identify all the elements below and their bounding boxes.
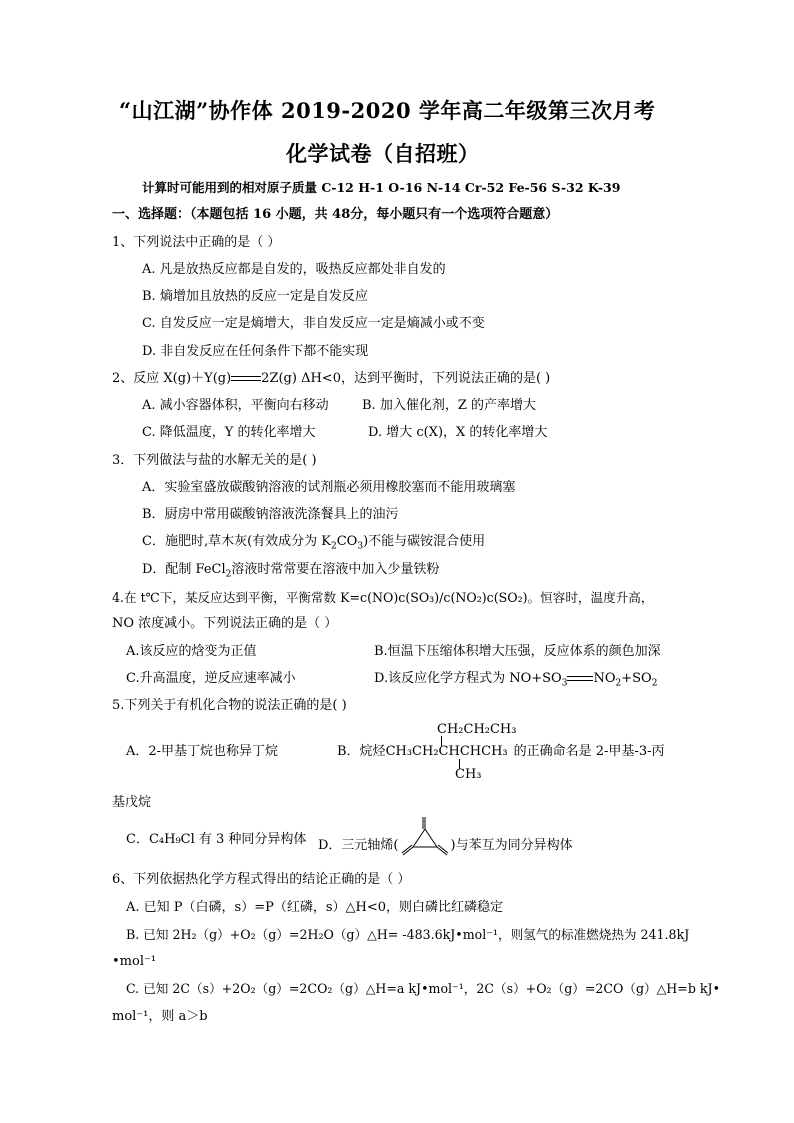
question-4-stem-line1: 4.在 t℃下，某反应达到平衡，平衡常数 K=c(NO)c(SO₃)/c(NO₂)c(SO₂)。恒容时，温度升高，	[112, 590, 654, 605]
section-heading: 一、选择题：（本题包括 16 小题，共 48分，每小题只有一个选项符合题意）	[112, 207, 559, 222]
q3d-text-2: 溶液时常常要在溶液中加入少量铁粉	[231, 562, 440, 577]
question-5-option-d	[318, 831, 573, 855]
question-3-option-c	[142, 533, 485, 551]
question-1-option-a: A. 凡是放热反应都是自发的，吸热反应都处非自发的	[142, 262, 446, 277]
question-2-stem-pre: 2、反应 X(g)＋Y(g)	[112, 371, 232, 386]
q5-formula-branch-top: CH₂CH₂CH₃	[437, 722, 517, 737]
question-6-option-b-line2: •mol⁻¹	[112, 954, 157, 969]
question-3-option-d	[142, 561, 439, 579]
equilibrium-arrow-icon	[231, 374, 261, 384]
question-2-stem-post: 2Z(g) ΔH<0，达到平衡时，下列说法正确的是( )	[261, 371, 551, 386]
question-6-option-c-line1: C. 已知 2C（s）+2O₂（g）=2CO₂（g）△H=a kJ•mol⁻¹，2C（s）+O₂（g）=2CO（g）△H=b kJ•	[126, 981, 721, 996]
q3c-text-3: )不能与碳铵混合使用	[363, 534, 486, 549]
q4d-text-3: +SO	[621, 671, 652, 686]
q4d-sub-2: 2	[615, 678, 622, 689]
q5d-text-2: )与苯互为同分异构体	[450, 838, 573, 853]
q5d-text-1: D．三元轴烯(	[318, 838, 399, 853]
question-2-stem	[112, 370, 550, 388]
question-1-option-d: D. 非自发反应在任何条件下都不能实现	[142, 344, 369, 359]
question-5-option-b	[337, 743, 664, 761]
question-6-stem: 6、下列依据热化学方程式得出的结论正确的是（ ）	[112, 872, 411, 887]
question-1-option-c: C. 自发反应一定是熵增大，非自发反应一定是熵减小或不变	[142, 316, 485, 331]
question-5-option-c: C．C₄H₉Cl 有 3 种同分异构体	[126, 832, 307, 847]
q3c-text-1: C．施肥时,草木灰(有效成分为 K	[142, 534, 331, 549]
exam-subtitle: 化学试卷（自招班）	[286, 141, 480, 166]
q3c-sub-2: 3	[357, 541, 364, 552]
q5b-text-2: 的正确命名是 2-甲基-3-丙	[513, 744, 665, 759]
question-2-option-d: D. 增大 c(X)，X 的转化率增大	[368, 425, 548, 440]
question-4-option-b: B.恒温下压缩体积增大压强，反应体系的颜色加深	[374, 644, 661, 659]
question-1-option-b: B. 熵增加且放热的反应一定是自发反应	[142, 289, 368, 304]
question-4-option-d	[374, 670, 657, 688]
exam-title: “山江湖”协作体 2019-2020 学年高二年级第三次月考	[119, 98, 656, 123]
q3d-sub: 2	[225, 569, 232, 580]
q5b-formula-main: CH₃CH₂CHCHCH₃	[385, 744, 508, 759]
q5b-text-1: B．烷烃	[337, 744, 386, 759]
equals-arrow-icon	[567, 674, 593, 684]
question-3-option-b: B．厨房中常用碳酸钠溶液洗涤餐具上的油污	[142, 507, 399, 522]
question-4-option-a: A.该反应的焓变为正值	[126, 644, 257, 659]
radialene-structure-icon	[399, 831, 451, 849]
q3c-text-2: CO	[336, 534, 358, 549]
q3d-text-1: D．配制 FeCl	[142, 562, 226, 577]
q3c-sub-1: 2	[331, 541, 337, 552]
question-5-option-a: A．2-甲基丁烷也称异丁烷	[126, 744, 279, 759]
q5-formula-branch-bottom: CH₃	[455, 767, 482, 782]
question-6-option-b-line1: B. 已知 2H₂（g）+O₂（g）=2H₂O（g）△H= -483.6kJ•mol⁻¹，则氢气的标准燃烧热为 241.8kJ	[126, 927, 690, 942]
q4d-text-1: D.该反应化学方程式为 NO+SO	[374, 671, 562, 686]
question-5-stem: 5.下列关于有机化合物的说法正确的是( )	[112, 698, 347, 713]
question-2-option-b: B. 加入催化剂，Z 的产率增大	[362, 398, 536, 413]
q4d-text-2: NO	[593, 671, 616, 686]
question-5-option-b-cont: 基戊烷	[112, 795, 152, 810]
question-1-stem: 1、下列说法中正确的是（ ）	[112, 235, 281, 250]
question-3-stem: 3．下列做法与盐的水解无关的是( )	[112, 453, 317, 468]
question-4-stem-line2: NO 浓度减小。下列说法正确的是（ ）	[112, 616, 338, 631]
question-2-option-a: A. 减小容器体积，平衡向右移动	[142, 398, 329, 413]
question-3-option-a: A．实验室盛放碳酸钠溶液的试剂瓶必须用橡胶塞而不能用玻璃塞	[142, 480, 516, 495]
question-2-option-c: C. 降低温度，Y 的转化率增大	[142, 425, 316, 440]
question-6-option-c-line2: mol⁻¹，则 a＞b	[112, 1009, 208, 1024]
q4d-sub-1: 3	[561, 678, 568, 689]
atomic-masses-note: 计算时可能用到的相对原子质量 C-12 H-1 O-16 N-14 Cr-52 Fe-56 S-32 K-39	[142, 180, 621, 195]
q4d-sub-3: 2	[651, 678, 658, 689]
question-6-option-a: A. 已知 P（白磷，s）=P（红磷，s）△H<0，则白磷比红磷稳定	[126, 900, 504, 915]
question-4-option-c: C.升高温度，逆反应速率减小	[126, 671, 296, 686]
